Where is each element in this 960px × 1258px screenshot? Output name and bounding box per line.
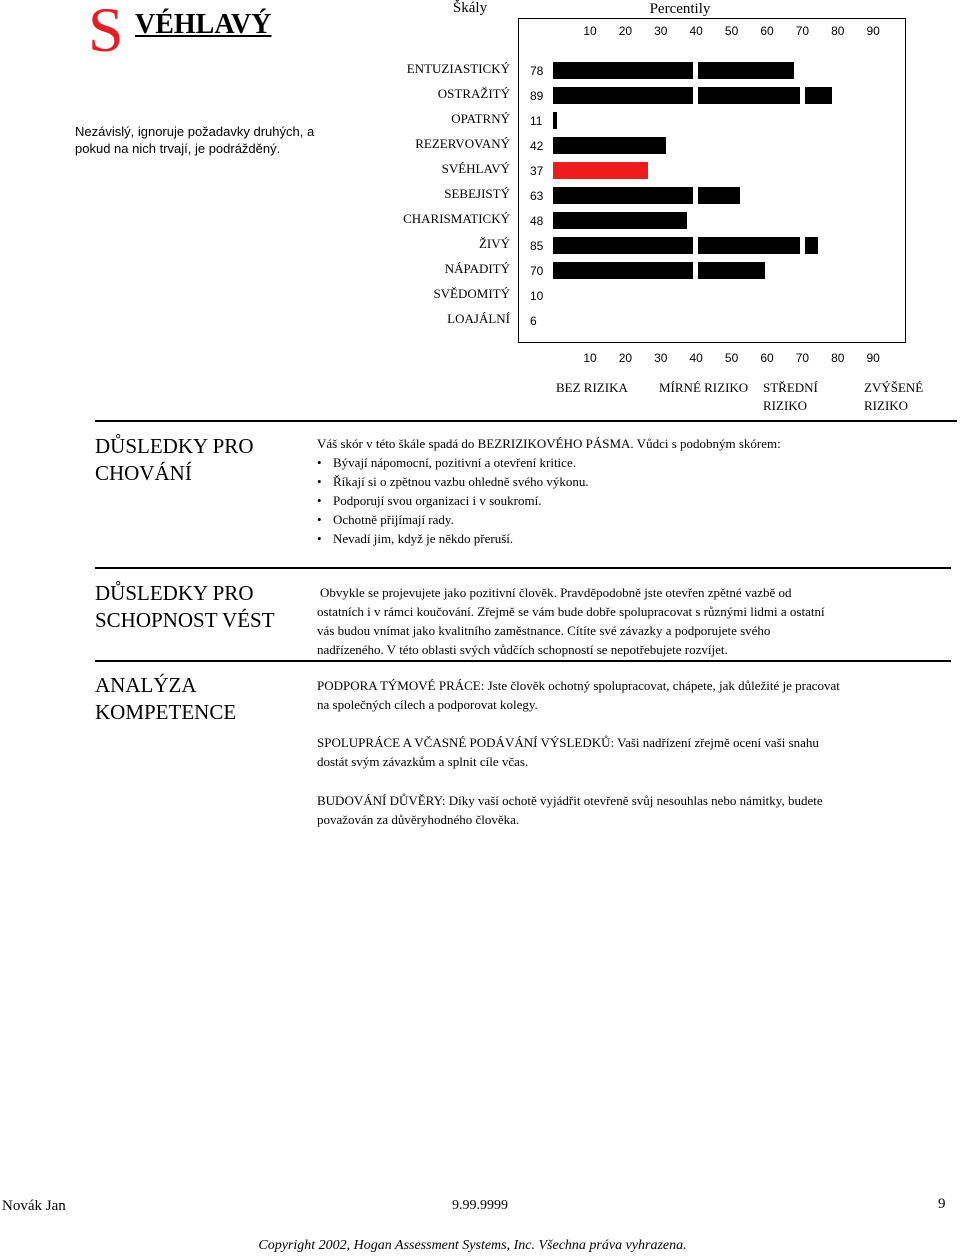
leadership-heading-line2: SCHOPNOST VÉST xyxy=(95,608,275,632)
bar-nápaditý xyxy=(698,262,765,279)
behavior-body xyxy=(317,434,917,548)
bar-sebejistý xyxy=(698,187,740,204)
x-tick-top: 30 xyxy=(654,24,668,38)
behavior-heading-line2: CHOVÁNÍ xyxy=(95,461,192,485)
x-tick-top: 80 xyxy=(831,24,845,38)
footer-date: 9.99.9999 xyxy=(452,1198,508,1213)
scale-value: 70 xyxy=(530,264,544,278)
leadership-heading xyxy=(95,580,275,634)
scale-label: NÁPADITÝ xyxy=(444,261,510,276)
competence-heading-line1: ANALÝZA xyxy=(95,673,197,697)
competence-line: na společných cílech a podporovat kolegy. xyxy=(317,697,538,712)
scale-label: ENTUZIASTICKÝ xyxy=(406,61,510,76)
risk-band-line: BEZ RIZIKA xyxy=(556,380,628,395)
scales-header: Škály xyxy=(452,0,488,16)
behavior-bullet: • Bývají nápomocní, pozitivní a otevření kritice. xyxy=(317,453,917,472)
scale-label: CHARISMATICKÝ xyxy=(403,211,510,226)
bar-ostražitý xyxy=(553,87,693,104)
scale-label: OSTRAŽITÝ xyxy=(437,86,510,101)
leadership-line: vás budou vnímat jako kvalitního zaměstnance. Cítíte své závazky a podporujete svého xyxy=(317,623,771,638)
x-tick-bottom: 20 xyxy=(618,351,633,365)
x-tick-bottom: 70 xyxy=(795,351,810,365)
bar-živý xyxy=(805,237,818,254)
competence-line: BUDOVÁNÍ DŮVĚRY: Díky vaší ochotě vyjádřit otevřeně svůj nesouhlas nebo námitky, budete xyxy=(317,793,823,808)
risk-band-label xyxy=(864,379,923,415)
risk-band-line: ZVÝŠENÉ xyxy=(864,380,924,395)
competence-para-1 xyxy=(317,676,957,714)
leadership-line: nadřízeného. V této oblasti svých vůdčích schopností se nepotřebujete rozvíjet. xyxy=(317,642,728,657)
competence-para-2 xyxy=(317,733,957,771)
behavior-bullet-list xyxy=(317,453,917,548)
x-tick-top: 40 xyxy=(689,24,703,38)
scale-value: 42 xyxy=(530,139,544,153)
title-initial: S xyxy=(88,0,124,65)
scale-value: 48 xyxy=(530,214,544,228)
x-tick-bottom: 50 xyxy=(724,351,739,365)
risk-band-line: RIZIKO xyxy=(763,398,808,413)
x-tick-bottom: 40 xyxy=(689,351,703,365)
behavior-bullet: • Říkají si o zpětnou vazbu ohledně svého výkonu. xyxy=(317,472,917,491)
x-tick-top: 70 xyxy=(795,24,810,38)
scale-value: 10 xyxy=(530,289,544,303)
scale-label: SVĚDOMITÝ xyxy=(433,286,510,301)
percentiles-header: Percentily xyxy=(649,1,711,17)
scale-value: 63 xyxy=(530,189,544,203)
bar-opatrný xyxy=(553,112,557,129)
competence-line: dostát svým závazkům a splnit cíle včas. xyxy=(317,754,529,769)
scale-value: 78 xyxy=(530,64,544,78)
leadership-line: ostatních i v rámci koučování. Zřejmě se vám bude dobře spolupracovat s různými lidmi a ostatní xyxy=(317,604,825,619)
behavior-bullet: • Podporují svou organizaci i v soukromí. xyxy=(317,491,917,510)
competence-heading xyxy=(95,672,236,726)
x-tick-bottom: 10 xyxy=(583,351,597,365)
bar-živý xyxy=(553,237,693,254)
scale-description: Nezávislý, ignoruje požadavky druhých, a pokud na nich trvají, je podrážděný. xyxy=(75,124,315,156)
footer-name: Novák Jan xyxy=(2,1198,66,1214)
behavior-bullet: • Nevadí jim, když je někdo přeruší. xyxy=(317,529,917,548)
bar-rezervovaný xyxy=(553,137,666,154)
competence-heading-line2: KOMPETENCE xyxy=(95,700,237,724)
behavior-bullet: • Ochotně přijímají rady. xyxy=(317,510,917,529)
scale-value: 89 xyxy=(530,89,544,103)
bar-živý xyxy=(698,237,800,254)
risk-band-line: STŘEDNÍ xyxy=(763,380,818,395)
x-tick-bottom: 60 xyxy=(760,351,774,365)
scale-value: 11 xyxy=(530,114,543,128)
bar-nápaditý xyxy=(553,262,693,279)
bar-ostražitý xyxy=(805,87,832,104)
leadership-line: Obvykle se projevujete jako pozitivní člověk. Pravděpodobně jste otevřen zpětné vazbě od xyxy=(320,585,792,600)
scale-label: SVÉHLAVÝ xyxy=(441,161,510,176)
scale-label: SEBEJISTÝ xyxy=(444,186,510,201)
competence-line: SPOLUPRÁCE A VČASNÉ PODÁVÁNÍ VÝSLEDKŮ: Vaši nadřízení zřejmě ocení vaši snahu xyxy=(317,735,819,750)
risk-band-label xyxy=(659,379,748,397)
behavior-heading xyxy=(95,433,253,487)
x-tick-top: 50 xyxy=(724,24,739,38)
x-tick-top: 60 xyxy=(760,24,774,38)
divider-leadership xyxy=(95,567,951,569)
x-tick-top: 10 xyxy=(583,24,597,38)
x-tick-bottom: 80 xyxy=(831,351,845,365)
scale-label: ŽIVÝ xyxy=(478,236,510,251)
bar-charismatický xyxy=(553,212,687,229)
x-tick-top: 20 xyxy=(618,24,633,38)
scale-value: 37 xyxy=(530,164,544,178)
bar-entuziastický xyxy=(698,62,794,79)
scale-value: 6 xyxy=(530,314,537,328)
divider-competence xyxy=(95,660,951,662)
competence-line: považován za důvěryhodného člověka. xyxy=(317,812,520,827)
risk-band-label xyxy=(556,379,628,397)
bar-entuziastický xyxy=(553,62,693,79)
behavior-heading-line1: DŮSLEDKY PRO xyxy=(95,434,254,458)
scale-value: 85 xyxy=(530,239,544,253)
risk-band-label xyxy=(763,379,818,415)
bar-svéhlavý xyxy=(553,162,648,179)
behavior-intro: Váš skór v této škále spadá do BEZRIZIKOVÉHO PÁSMA. Vůdci s podobným skórem: xyxy=(317,436,781,451)
copyright: Copyright 2002, Hogan Assessment Systems, Inc. Všechna práva vyhrazena. xyxy=(258,1238,687,1253)
page-number: 9 xyxy=(938,1196,946,1212)
scale-label: REZERVOVANÝ xyxy=(415,136,510,151)
page-title: VÉHLAVÝ xyxy=(135,9,272,40)
x-tick-bottom: 30 xyxy=(654,351,668,365)
competence-line: PODPORA TÝMOVÉ PRÁCE: Jste člověk ochotný spolupracovat, chápete, jak důležité je pracovat xyxy=(317,678,840,693)
divider-behavior xyxy=(95,420,957,422)
leadership-body xyxy=(317,583,957,659)
competence-para-3 xyxy=(317,791,957,829)
scale-label: OPATRNÝ xyxy=(451,111,510,126)
scale-label: LOAJÁLNÍ xyxy=(447,311,510,326)
leadership-heading-line1: DŮSLEDKY PRO xyxy=(95,581,254,605)
bar-ostražitý xyxy=(698,87,800,104)
x-tick-bottom: 90 xyxy=(866,351,880,365)
risk-band-line: MÍRNÉ RIZIKO xyxy=(659,380,749,395)
risk-band-line: RIZIKO xyxy=(864,398,909,413)
bar-sebejistý xyxy=(553,187,693,204)
x-tick-top: 90 xyxy=(866,24,880,38)
